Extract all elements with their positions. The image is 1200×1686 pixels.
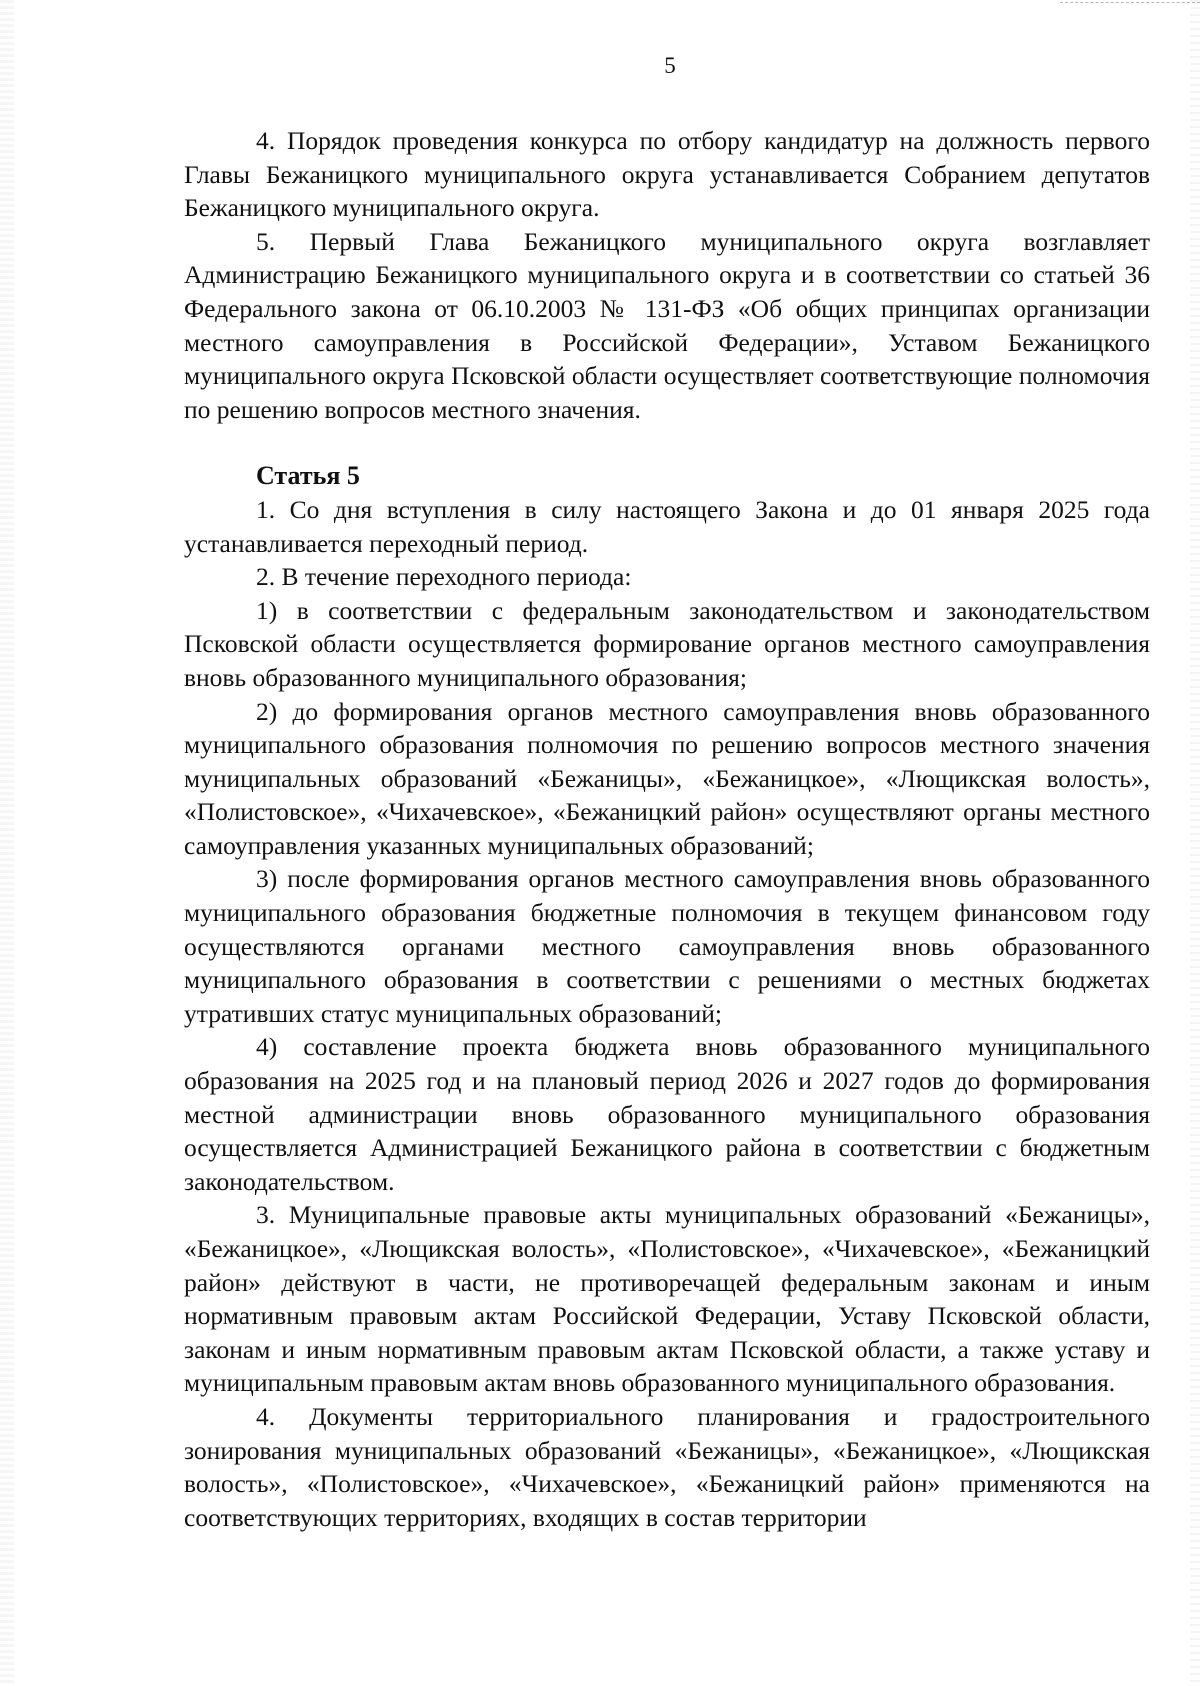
article-heading: Статья 5 bbox=[256, 461, 360, 491]
article-paragraph: 1) в соответствии с федеральным законодательством и законодательством Псковской области осуществляется формирование органов местного самоуправления вновь образованного муниципального образования; bbox=[184, 595, 1150, 692]
article-paragraph: 3. Муниципальные правовые акты муниципальных образований «Бежаницы», «Бежаницкое», «Лющикская волость», «Полистовское», «Чихачевское», «Бежаницкий район» действуют в части, не противоречащей федеральным законам и иным нормативным правовым актам Российской Федерации, Уставу Псковской области, законам и иным нормативным правовым актам Псковской области, а также уставу и муниципальным правовым актам вновь образованного муниципального образования. bbox=[184, 1200, 1150, 1398]
page-number: 5 bbox=[664, 53, 676, 78]
paragraph-4: 4. Порядок проведения конкурса по отбору кандидатур на должность первого Главы Бежаницкого муниципального округа устанавливается Собранием депутатов Бежаницкого муниципального округа. bbox=[184, 126, 1150, 223]
article-paragraph: 3) после формирования органов местного самоуправления вновь образованного муниципального образования бюджетные полномочия в текущем финансовом году осуществляются органами местного самоуправления вновь образованного муниципального образования в соответствии с решениями о местных бюджетах утративших статус муниципальных образований; bbox=[184, 864, 1150, 1028]
article-paragraph: 4) составление проекта бюджета вновь образованного муниципального образования на 2025 год и на плановый период 2026 и 2027 годов до формирования местной администрации вновь образованного муниципального образования осуществляется Администрацией Бежаницкого района в соответствии с бюджетным законодательством. bbox=[184, 1032, 1150, 1196]
document-body bbox=[184, 124, 1150, 1534]
scan-right-edge bbox=[1190, 0, 1200, 1686]
paragraph-5: 5. Первый Глава Бежаницкого муниципального округа возглавляет Администрацию Бежаницкого муниципального округа и в соответствии со статьей 36 Федерального закона от 06.10.2003 № 131-ФЗ «Об общих принципах организации местного самоуправления в Российской Федерации», Уставом Бежаницкого муниципального округа Псковской области осуществляет соответствующие полномочия по решению вопросов местного значения. bbox=[184, 226, 1150, 424]
article-paragraph: 4. Документы территориального планирования и градостроительного зонирования муниципальных образований «Бежаницы», «Бежаницкое», «Лющикская волость», «Полистовское», «Чихачевское», «Бежаницкий район» применяются на соответствующих территориях, входящих в состав территории bbox=[184, 1401, 1150, 1532]
article-paragraph: 1. Со дня вступления в силу настоящего Закона и до 01 января 2025 года устанавливается переходный период. bbox=[184, 494, 1150, 558]
scan-top-rule bbox=[1060, 2, 1200, 3]
scan-left-edge bbox=[0, 0, 14, 1686]
article-paragraph: 2. В течение переходного периода: bbox=[256, 562, 632, 592]
section-gap bbox=[184, 426, 1150, 459]
article-paragraph: 2) до формирования органов местного самоуправления вновь образованного муниципального образования полномочия по решению вопросов местного значения муниципальных образований «Бежаницы», «Бежаницкое», «Лющикская волость», «Полистовское», «Чихачевское», «Бежаницкий район» осуществляют органы местного самоуправления указанных муниципальных образований; bbox=[184, 696, 1150, 860]
